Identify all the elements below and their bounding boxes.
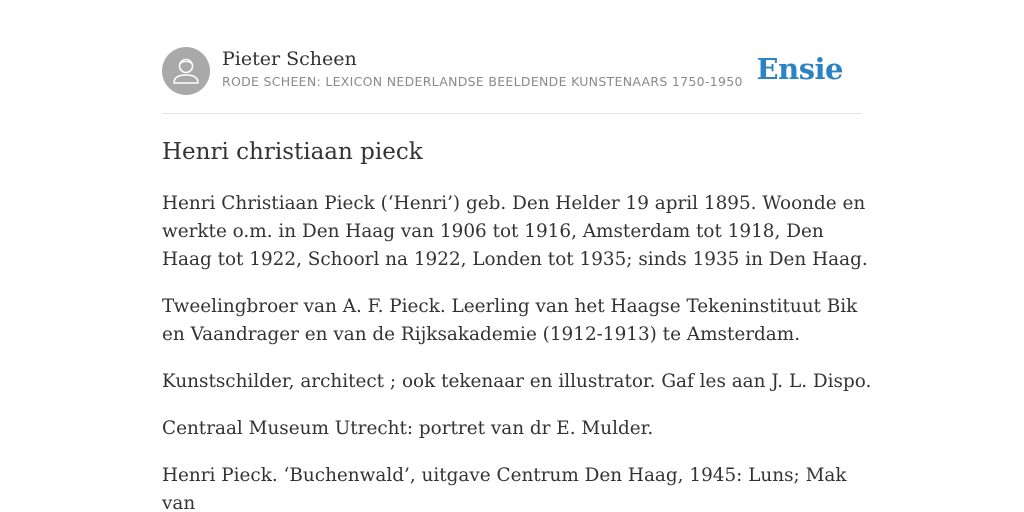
avatar[interactable] (162, 47, 210, 95)
article-paragraph: Kunstschilder, architect ; ook tekenaar en illustrator. Gaf les aan J. L. Dispo. (162, 371, 872, 392)
article-paragraph: Tweelingbroer van A. F. Pieck. Leerling van het Haagse Tekeninstituut Bik en Vaandrager en van de Rijksakademie (1912-1913) te Amsterdam. (162, 296, 858, 345)
author-header (162, 47, 862, 95)
author-name[interactable]: Pieter Scheen (222, 48, 357, 70)
user-icon (162, 47, 210, 95)
site-logo[interactable]: Ensie (756, 52, 843, 86)
article-paragraph: Centraal Museum Utrecht: portret van dr E. Mulder. (162, 418, 654, 439)
article-body (162, 190, 872, 512)
article-paragraph: Henri Christiaan Pieck (‘Henri’) geb. Den Helder 19 april 1895. Woonde en werkte o.m. in Den Haag van 1906 tot 1916, Amsterdam tot 1918, Den Haag tot 1922, Schoorl na 1922, Londen tot 1935; sinds 1935 in Den Haag. (162, 193, 868, 270)
article-title: Henri christiaan pieck (162, 139, 423, 165)
source-title[interactable]: RODE SCHEEN: LEXICON NEDERLANDSE BEELDENDE KUNSTENAARS 1750-1950 (222, 74, 743, 89)
article-paragraph: Henri Pieck. ‘Buchenwald’, uitgave Centrum Den Haag, 1945: Luns; Mak van (162, 465, 847, 512)
header-divider (162, 113, 862, 114)
